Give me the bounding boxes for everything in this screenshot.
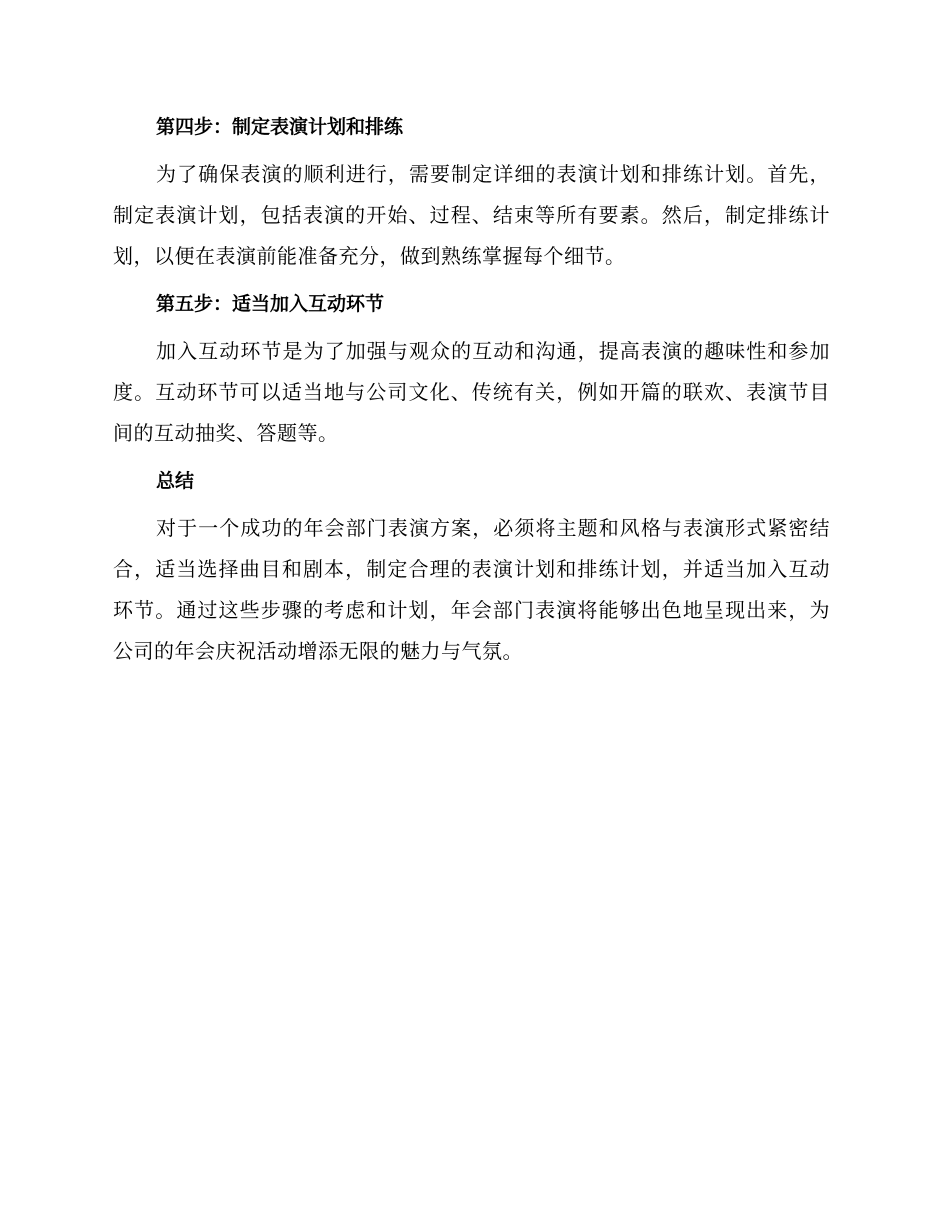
section-heading: 总结 (156, 470, 195, 492)
section-paragraph: 为了确保表演的顺利进行，需要制定详细的表演计划和排练计划。首先，制定表演计划，包括表演的开始、过程、结束等所有要素。然后，制定排练计划，以便在表演前能准备充分，做到熟练掌握每个细节。 (113, 162, 830, 268)
section-step-four (113, 108, 830, 277)
section-paragraph: 加入互动环节是为了加强与观众的互动和沟通，提高表演的趣味性和参加度。互动环节可以适当地与公司文化、传统有关，例如开篇的联欢、表演节目间的互动抽奖、答题等。 (113, 339, 830, 445)
section-heading: 第五步：适当加入互动环节 (156, 293, 385, 315)
section-heading: 第四步：制定表演计划和排练 (156, 116, 404, 138)
section-paragraph: 对于一个成功的年会部门表演方案，必须将主题和风格与表演形式紧密结合，适当选择曲目和剧本，制定合理的表演计划和排练计划，并适当加入互动环节。通过这些步骤的考虑和计划，年会部门表演将能够出色地呈现出来，为公司的年会庆祝活动增添无限的魅力与气氛。 (113, 516, 830, 663)
section-step-five (113, 285, 830, 454)
document-page (113, 108, 830, 680)
section-summary (113, 462, 830, 672)
